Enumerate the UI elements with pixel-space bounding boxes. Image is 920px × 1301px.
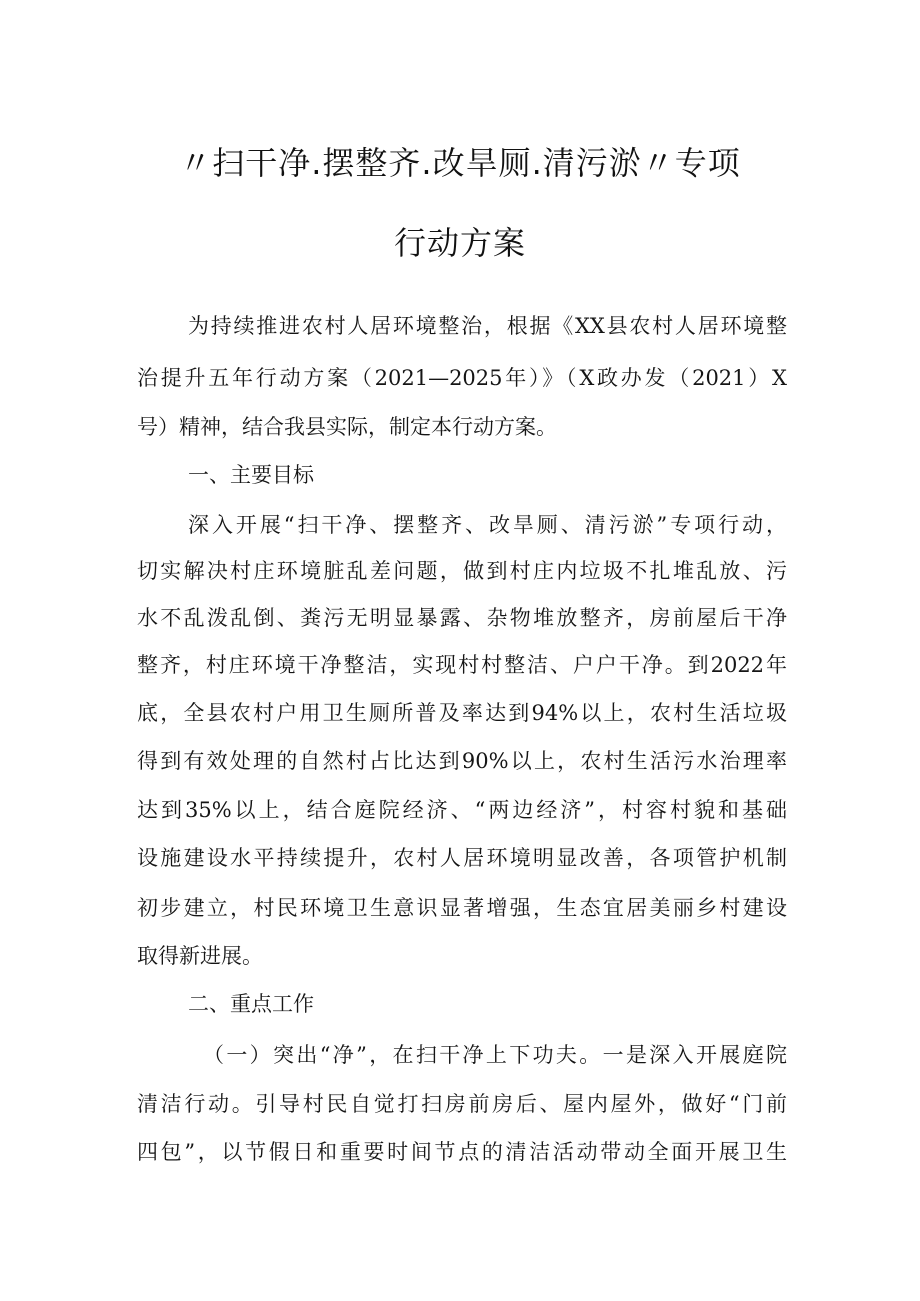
section2-line-3: 四包”，以节假日和重要时间节点的清洁活动带动全面开展卫生 — [137, 1140, 787, 1164]
intro-line-3: 号）精神，结合我县实际，制定本行动方案。 — [137, 415, 557, 439]
document-title-line-2: 行动方案 — [393, 224, 526, 262]
section1-line-2: 切实解决村庄环境脏乱差问题，做到村庄内垃圾不扎堆乱放、污 — [137, 559, 787, 583]
section-heading-1: 一、主要目标 — [188, 463, 314, 487]
section1-line-7: 达到35%以上，结合庭院经济、“两边经济”，村容村貌和基础 — [137, 798, 787, 822]
section1-line-1: 深入开展“扫干净、摆整齐、改旱厕、清污淤”专项行动， — [188, 513, 787, 537]
section1-line-4: 整齐，村庄环境干净整洁，实现村村整洁、户户干净。到2022年 — [137, 653, 787, 677]
section1-line-6: 得到有效处理的自然村占比达到90%以上，农村生活污水治理率 — [137, 749, 787, 773]
section1-line-5: 底，全县农村户用卫生厕所普及率达到94%以上，农村生活垃圾 — [137, 701, 787, 725]
section1-line-8: 设施建设水平持续提升，农村人居环境明显改善，各项管护机制 — [137, 846, 787, 870]
section1-line-10: 取得新进展。 — [137, 944, 263, 968]
document-title-line-1: 〃扫干净.摆整齐.改旱厕.清污淤〃专项 — [179, 144, 741, 182]
section2-line-1: （一）突出“净”，在扫干净上下功夫。一是深入开展庭院 — [203, 1043, 787, 1067]
section2-line-2: 清洁行动。引导村民自觉打扫房前房后、屋内屋外，做好“门前 — [137, 1092, 787, 1116]
section-heading-2: 二、重点工作 — [188, 992, 314, 1016]
intro-line-1: 为持续推进农村人居环境整治，根据《XX县农村人居环境整 — [188, 314, 787, 338]
section1-line-3: 水不乱泼乱倒、粪污无明显暴露、杂物堆放整齐，房前屋后干净 — [137, 606, 787, 630]
section1-line-9: 初步建立，村民环境卫生意识显著增强，生态宜居美丽乡村建设 — [137, 896, 787, 920]
intro-line-2: 治提升五年行动方案（2021—2025年）》（X政办发（2021）X — [137, 366, 787, 390]
